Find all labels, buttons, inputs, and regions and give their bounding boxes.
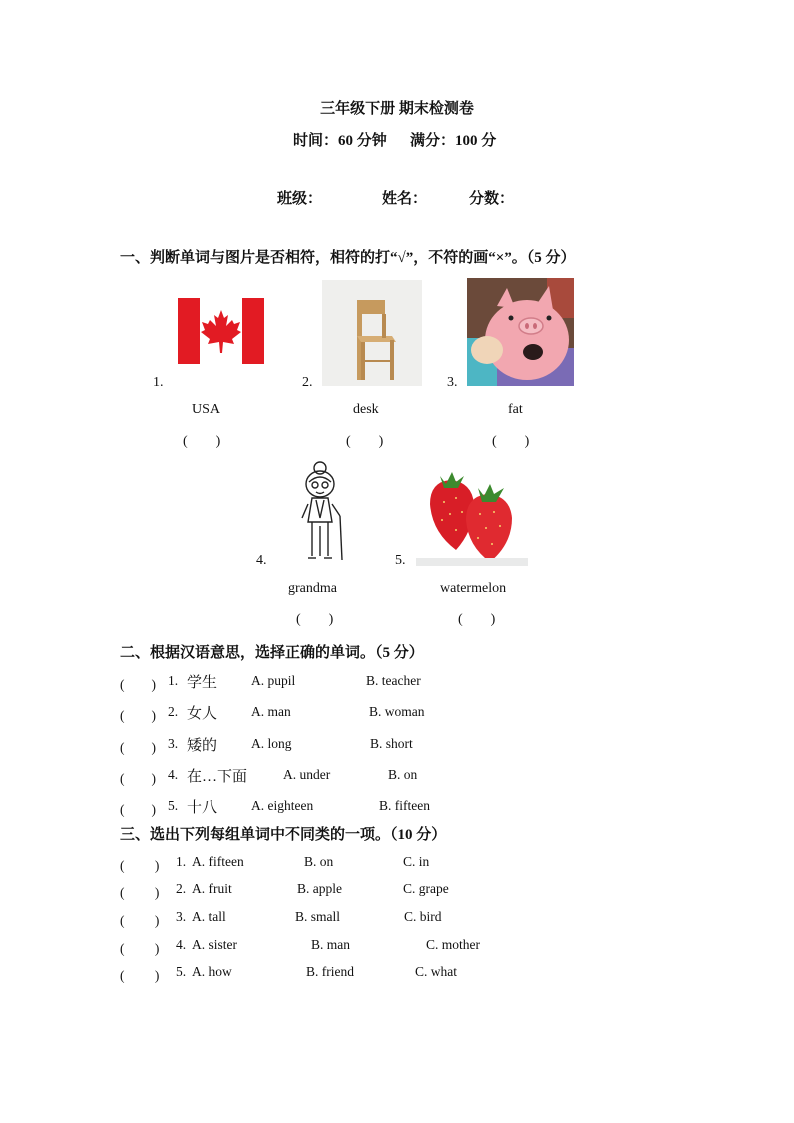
item3-answer-bracket[interactable]: ( ) <box>492 434 530 449</box>
p2-q1-number: 1. <box>168 673 179 688</box>
p3-q5-option-b[interactable]: B. friend <box>306 964 354 979</box>
p3-q2-option-c[interactable]: C. grape <box>403 881 449 896</box>
item4-word: grandma <box>288 581 337 596</box>
p3-q4-option-b[interactable]: B. man <box>311 937 350 952</box>
p2-q1-option-a[interactable]: A. pupil <box>251 673 296 688</box>
p2-q5-chinese: 十八 <box>187 800 218 816</box>
item3-number: 3. <box>447 375 458 390</box>
item1-answer-bracket[interactable]: ( ) <box>183 434 221 449</box>
part3-heading: 三、选出下列每组单词中不同类的一项。（10 分） <box>120 827 447 843</box>
item2-number: 2. <box>302 375 313 390</box>
time-info: 时间：60 分钟 <box>293 133 387 149</box>
p3-q1-option-c[interactable]: C. in <box>403 854 430 869</box>
item5-number: 5. <box>395 553 406 568</box>
p2-q4-chinese: 在…下面 <box>187 769 248 785</box>
part2-heading: 二、根据汉语意思，选择正确的单词。（5 分） <box>120 645 424 661</box>
name-label: 姓名： <box>382 191 428 207</box>
p2-q3-option-b[interactable]: B. short <box>370 736 413 751</box>
p3-q1-bracket[interactable]: ( ) <box>120 858 160 873</box>
item1-word: USA <box>192 402 221 417</box>
p2-q1-bracket[interactable]: ( ) <box>120 677 156 692</box>
p3-q3-bracket[interactable]: ( ) <box>120 913 160 928</box>
item4-answer-bracket[interactable]: ( ) <box>296 612 334 627</box>
p3-q4-option-c[interactable]: C. mother <box>426 937 480 952</box>
p2-q3-chinese: 矮的 <box>187 738 218 754</box>
p2-q2-option-b[interactable]: B. woman <box>369 704 425 719</box>
p2-q5-option-b[interactable]: B. fifteen <box>379 798 430 813</box>
item3-word: fat <box>508 402 523 417</box>
grandma-image <box>298 460 352 568</box>
part1-heading: 一、判断单词与图片是否相符，相符的打“√”，不符的画“×”。（5 分） <box>120 250 576 266</box>
p3-q5-option-a[interactable]: A. how <box>192 964 232 979</box>
p2-q2-bracket[interactable]: ( ) <box>120 708 156 723</box>
p3-q2-bracket[interactable]: ( ) <box>120 885 160 900</box>
p3-q2-number: 2. <box>176 881 187 896</box>
p2-q2-number: 2. <box>168 704 179 719</box>
p2-q4-option-b[interactable]: B. on <box>388 767 418 782</box>
p3-q3-option-c[interactable]: C. bird <box>404 909 442 924</box>
p3-q5-option-c[interactable]: C. what <box>415 964 457 979</box>
p2-q5-bracket[interactable]: ( ) <box>120 802 156 817</box>
p2-q4-bracket[interactable]: ( ) <box>120 771 156 786</box>
p3-q4-option-a[interactable]: A. sister <box>192 937 237 952</box>
pig-image <box>467 278 574 386</box>
p3-q3-option-b[interactable]: B. small <box>295 909 341 924</box>
class-label: 班级： <box>277 191 323 207</box>
p3-q3-option-a[interactable]: A. tall <box>192 909 226 924</box>
p3-q1-number: 1. <box>176 854 187 869</box>
p2-q3-option-a[interactable]: A. long <box>251 736 292 751</box>
p3-q2-option-b[interactable]: B. apple <box>297 881 342 896</box>
chair-image <box>322 280 422 386</box>
p2-q3-number: 3. <box>168 736 179 751</box>
p2-q3-bracket[interactable]: ( ) <box>120 740 156 755</box>
score-info: 满分：100 分 <box>410 133 497 149</box>
item4-number: 4. <box>256 553 267 568</box>
p2-q1-chinese: 学生 <box>187 675 218 691</box>
p3-q5-bracket[interactable]: ( ) <box>120 968 160 983</box>
item2-word: desk <box>353 402 379 417</box>
p2-q1-option-b[interactable]: B. teacher <box>366 673 421 688</box>
p2-q5-option-a[interactable]: A. eighteen <box>251 798 314 813</box>
item2-answer-bracket[interactable]: ( ) <box>346 434 384 449</box>
item1-number: 1. <box>153 375 164 390</box>
item5-answer-bracket[interactable]: ( ) <box>458 612 496 627</box>
p2-q4-option-a[interactable]: A. under <box>283 767 331 782</box>
exam-title: 三年级下册 期末检测卷 <box>320 101 474 117</box>
p3-q4-number: 4. <box>176 937 187 952</box>
item5-word: watermelon <box>440 581 507 596</box>
p2-q5-number: 5. <box>168 798 179 813</box>
p3-q5-number: 5. <box>176 964 187 979</box>
p3-q2-option-a[interactable]: A. fruit <box>192 881 232 896</box>
p3-q1-option-b[interactable]: B. on <box>304 854 334 869</box>
p3-q1-option-a[interactable]: A. fifteen <box>192 854 244 869</box>
strawberries-image <box>416 458 528 566</box>
p3-q4-bracket[interactable]: ( ) <box>120 941 160 956</box>
points-label: 分数： <box>469 191 515 207</box>
canada-flag-image <box>178 298 264 364</box>
p2-q2-option-a[interactable]: A. man <box>251 704 291 719</box>
p3-q3-number: 3. <box>176 909 187 924</box>
p2-q4-number: 4. <box>168 767 179 782</box>
p2-q2-chinese: 女人 <box>187 706 218 722</box>
